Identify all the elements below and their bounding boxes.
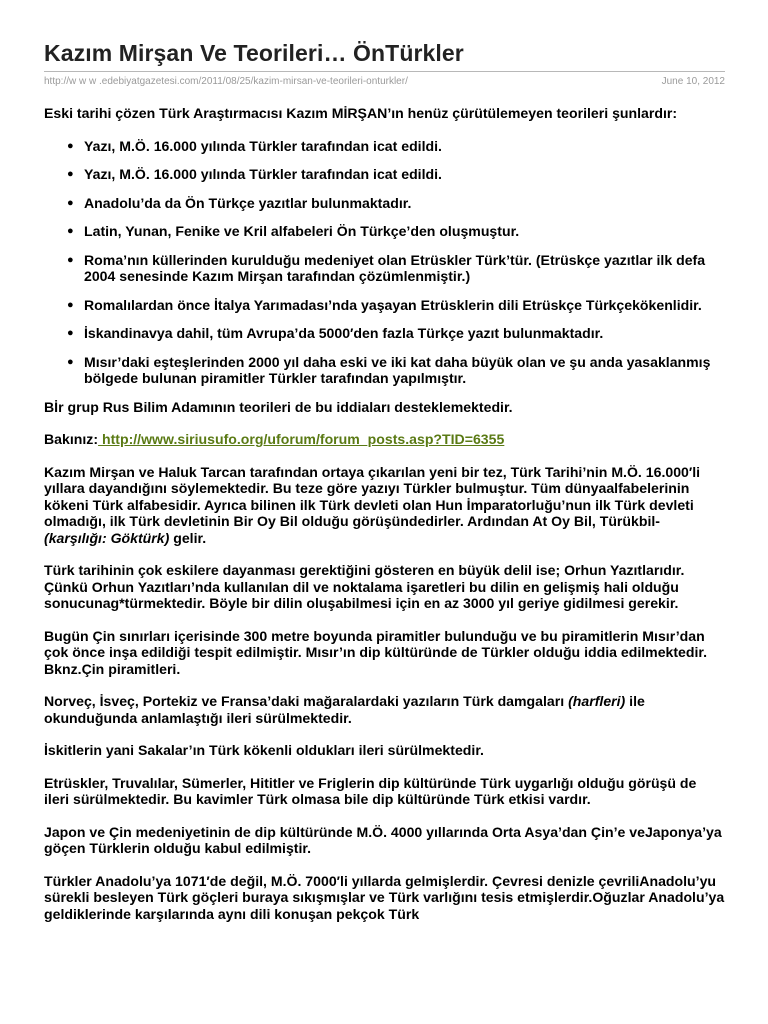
paragraph-reference (44, 431, 725, 448)
bullet-icon: ● (67, 355, 74, 368)
paragraph-scythians: İskitlerin yani Sakalar’ın Türk kökenli oldukları ileri sürülmektedir. (44, 742, 484, 758)
publish-date: June 10, 2012 (661, 76, 725, 87)
bullet-icon: ● (67, 196, 74, 209)
reference-link[interactable]: http://www.siriusufo.org/uforum/forum_posts.asp?TID=6355 (98, 431, 505, 447)
bullet-icon: ● (67, 298, 74, 311)
paragraph-rus-scientists: Bİr grup Rus Bilim Adamının teorileri de bu iddiaları desteklemektedir. (44, 398, 513, 415)
page-title: Kazım Mirşan Ve Teorileri… ÖnTürkler (44, 40, 464, 66)
document-page (44, 36, 725, 938)
list-item: ● Romalılardan önce İtalya Yarımadası’nda yaşayan Etrüsklerin dili Etrüskçe Türkçekökenlidir. (67, 296, 702, 313)
paragraph-anatolia: Türkler Anadolu’ya 1071′de değil, M.Ö. 7000′li yıllarda gelmişlerdir. Çevresi denizle çevriliAnadolu’yu sürekli besleyen Türk göçleri buraya sıkışmışlar ve Türk varlığını tesis etmişlerdir.Oğuzlar Anadolu’ya geldiklerinde karşılarında aynı dili konuşan pekçok Türk (44, 872, 725, 922)
list-item: ● Anadolu’da da Ön Türkçe yazıtlar bulunmaktadır. (67, 194, 412, 211)
reference-label: Bakınız: (44, 431, 99, 447)
title-divider (44, 71, 725, 72)
article-body (44, 105, 725, 922)
list-item: ● Mısır’daki eşteşlerinden 2000 yıl daha eski ve iki kat daha büyük olan ve şu anda yasaklanmış bölgede bulunan piramitler Türkler tarafından yapılmıştır. (67, 353, 711, 386)
list-item: ● Latin, Yunan, Fenike ve Kril alfabeleri Ön Türkçe’den oluşmuştur. (67, 223, 520, 239)
paragraph-japan-china: Japon ve Çin medeniyetinin de dip kültüründe M.Ö. 4000 yıllarında Orta Asya’dan Çin’e veJaponya’ya göçen Türklerin olduğu kabul edilmiştir. (44, 823, 722, 856)
paragraph-caves: Norveç, İsveç, Portekiz ve Fransa’daki mağaralardaki yazıların Türk damgaları (harfleri) ile okunduğunda anlamlaştığı ileri sürülmektedir. (44, 693, 645, 726)
harfleri-note: (harfleri) (568, 693, 626, 709)
theory-list (44, 138, 725, 387)
list-item: ● Yazı, M.Ö. 16.000 yılında Türkler tarafından icat edildi. (67, 166, 442, 182)
list-item: ● Roma’nın küllerinden kurulduğu medeniyet olan Etrüskler Türk’tür. (Etrüskçe yazıtlar ilk defa 2004 senesinde Kazım Mirşan tarafından çözümlenmiştir.) (67, 251, 706, 284)
paragraph-etruscans: Etrüskler, Truvalılar, Sümerler, Hititler ve Friglerin dip kültüründe Türk uygarlığı olduğu görüşü de ileri sürülmektedir. Bu kavimler Türk olmasa bile dip kültüründe Türk etkisi vardır. (44, 774, 697, 807)
list-item: ● Yazı, M.Ö. 16.000 yılında Türkler tarafından icat edildi. (67, 137, 442, 154)
source-meta (44, 76, 725, 88)
intro-paragraph: Eski tarihi çözen Türk Araştırmacısı Kazım MİRŞAN’ın henüz çürütülemeyen teorileri şunlardır: (44, 105, 678, 121)
paragraph-new-thesis: Kazım Mirşan ve Haluk Tarcan tarafından ortaya çıkarılan yeni bir tez, Türk Tarihi’nin M.Ö. 16.000′li yıllara dayandığını söylemektedir. Bu teze göre yazıyı Türkler bulmuştur. Tüm dünyaalfabelerinin kökeni Türk alfabesidir. Ayrıca bilinen ilk Türk devleti olan Hun İmparatorluğu’nun ilk Türk devleti olmadığı, ilk Türk devletinin Bir Oy Bil olduğu görüşündedirler. Ardından At Oy Bil, Türükbil- (karşılığı: Göktürk) gelir. (44, 463, 701, 546)
bullet-icon: ● (67, 253, 74, 266)
bullet-icon: ● (67, 168, 74, 180)
list-item: ● İskandinavya dahil, tüm Avrupa’da 5000′den fazla Türkçe yazıt bulunmaktadır. (67, 325, 604, 341)
bullet-icon: ● (67, 225, 74, 237)
bullet-icon: ● (67, 139, 74, 152)
gokturk-note: (karşılığı: Göktürk) (44, 529, 170, 546)
paragraph-china-pyramids: Bugün Çin sınırları içerisinde 300 metre boyunda piramitler bulunduğu ve bu piramitlerin Mısır’dan çok önce inşa edildiği tespit edilmiştir. Mısır’ın dip kültüründe de Türkler olduğu iddia edilmektedir. Bknz.Çin piramitleri. (44, 627, 708, 677)
bullet-icon: ● (67, 327, 74, 339)
paragraph-orhun: Türk tarihinin çok eskilere dayanması gerektiğini gösteren en büyük delil ise; Orhun Yazıtlarıdır. Çünkü Orhun Yazıtları’nda kullanılan dil ve noktalama işaretleri bu dilin en gelişmiş hali olduğu sonucunag*türmektedir. Böyle bir dilin oluşabilmesi için en az 3000 yıl geriye gidilmesi gerekir. (44, 562, 685, 611)
source-url: http://w w w .edebiyatgazetesi.com/2011/08/25/kazim-mirsan-ve-teorileri-onturkler/ (44, 76, 408, 87)
